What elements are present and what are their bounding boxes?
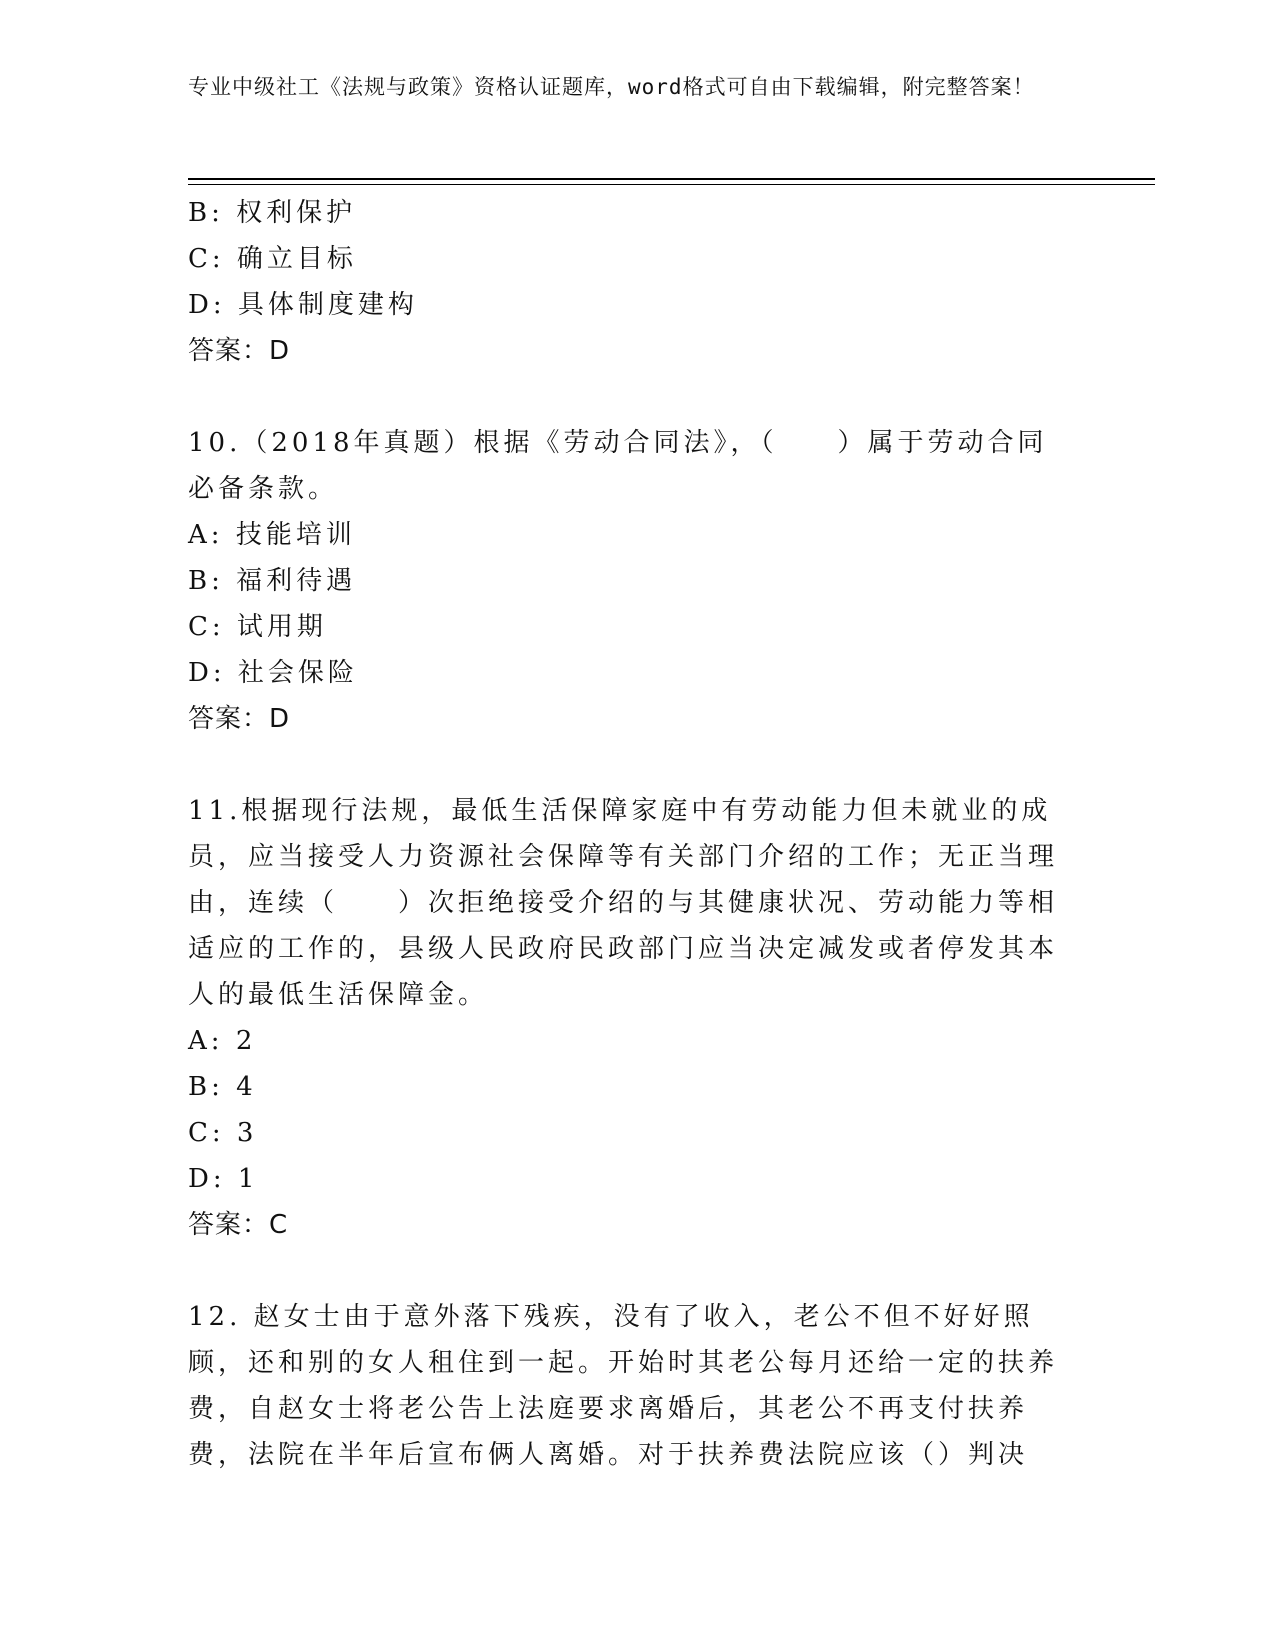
option-a: A: 技能培训 — [188, 520, 356, 550]
answer-line: 答案：D — [188, 336, 291, 366]
option-a: A: 2 — [188, 1026, 257, 1056]
spacer — [188, 1248, 1068, 1294]
question-11 — [188, 788, 1068, 1248]
option-c: C: 3 — [188, 1118, 258, 1148]
spacer — [188, 742, 1068, 788]
question-10 — [188, 420, 1068, 742]
header-divider-thick — [188, 178, 1155, 180]
option-d: D: 1 — [188, 1164, 259, 1194]
answer-line: 答案：D — [188, 704, 291, 734]
spacer — [188, 374, 1068, 420]
option-d: D: 社会保险 — [188, 658, 358, 688]
option-c: C: 试用期 — [188, 612, 327, 642]
option-b: B: 福利待遇 — [188, 566, 357, 596]
header-divider-thin — [188, 184, 1155, 185]
option-c: C: 确立目标 — [188, 244, 357, 274]
option-b: B: 4 — [188, 1072, 257, 1102]
question-12 — [188, 1294, 1068, 1478]
question-text: 11.根据现行法规，最低生活保障家庭中有劳动能力但未就业的成员，应当接受人力资源社会保障等有关部门介绍的工作；无正当理由，连续（ ）次拒绝接受介绍的与其健康状况、劳动能力等相适应的工作的，县级人民政府民政部门应当决定减发或者停发其本人的最低生活保障金。 — [188, 796, 1059, 1010]
question-9-partial — [188, 190, 1068, 374]
option-b: B: 权利保护 — [188, 198, 357, 228]
option-d: D: 具体制度建构 — [188, 290, 418, 320]
question-text: 10.（2018年真题）根据《劳动合同法》，（ ）属于劳动合同必备条款。 — [188, 428, 1048, 504]
question-text: 12. 赵女士由于意外落下残疾，没有了收入，老公不但不好好照顾，还和别的女人租住到一起。开始时其老公每月还给一定的扶养费，自赵女士将老公告上法庭要求离婚后，其老公不再支付扶养费，法院在半年后宣布俩人离婚。对于扶养费法院应该（）判决 — [188, 1302, 1059, 1470]
document-header: 专业中级社工《法规与政策》资格认证题库，word格式可自由下载编辑，附完整答案！ — [188, 75, 1035, 99]
answer-line: 答案：C — [188, 1210, 289, 1240]
question-content — [188, 190, 1068, 1478]
